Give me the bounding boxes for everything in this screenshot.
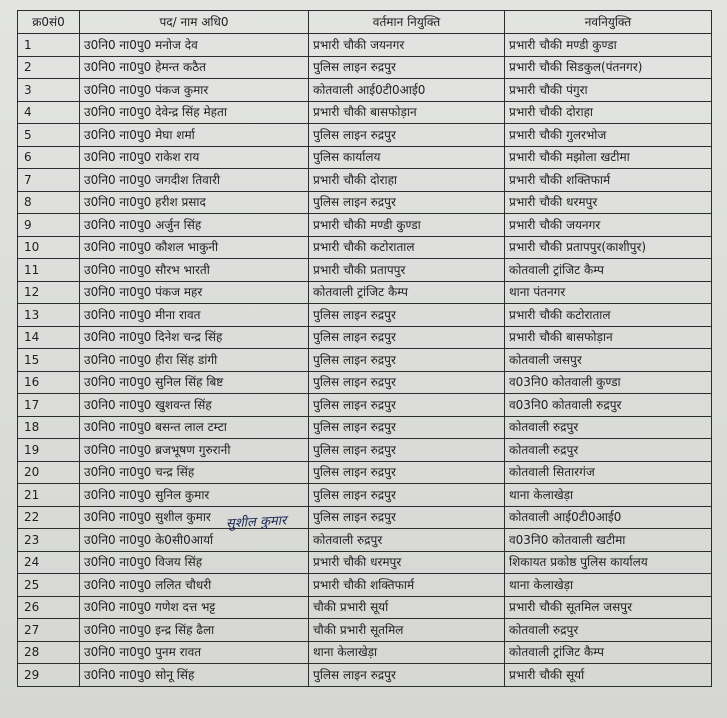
name-cell: उ0नि0 ना0पु0 ललित चौधरी xyxy=(80,574,309,597)
current-posting-cell: पुलिस लाइन रुद्रपुर xyxy=(309,191,505,214)
serial-cell: 15 xyxy=(18,349,80,372)
new-posting-cell: प्रभारी चौकी कटोराताल xyxy=(505,304,712,327)
new-posting-cell: थाना केलाखेड़ा xyxy=(505,574,712,597)
transfer-table xyxy=(17,10,712,687)
table-row xyxy=(18,146,712,169)
table-row xyxy=(18,371,712,394)
current-posting-cell: प्रभारी चौकी दोराहा xyxy=(309,169,505,192)
table-row xyxy=(18,34,712,57)
serial-cell: 7 xyxy=(18,169,80,192)
current-posting-cell: पुलिस कार्यालय xyxy=(309,146,505,169)
serial-cell: 28 xyxy=(18,641,80,664)
current-posting-cell: पुलिस लाइन रुद्रपुर xyxy=(309,506,505,529)
current-posting-cell: प्रभारी चौकी कटोराताल xyxy=(309,236,505,259)
current-posting-cell: प्रभारी चौकी मण्डी कुण्डा xyxy=(309,214,505,237)
name-cell: उ0नि0 ना0पु0 खुशवन्त सिंह xyxy=(80,394,309,417)
serial-cell: 5 xyxy=(18,124,80,147)
current-posting-cell: प्रभारी चौकी धरमपुर xyxy=(309,551,505,574)
name-cell: उ0नि0 ना0पु0 मीना रावत xyxy=(80,304,309,327)
name-cell: उ0नि0 ना0पु0 जगदीश तिवारी xyxy=(80,169,309,192)
name-cell: उ0नि0 ना0पु0 मेघा शर्मा xyxy=(80,124,309,147)
serial-cell: 24 xyxy=(18,551,80,574)
new-posting-cell: प्रभारी चौकी मझोला खटीमा xyxy=(505,146,712,169)
current-posting-cell: पुलिस लाइन रुद्रपुर xyxy=(309,394,505,417)
serial-cell: 8 xyxy=(18,191,80,214)
serial-cell: 29 xyxy=(18,664,80,687)
current-posting-cell: थाना केलाखेड़ा xyxy=(309,641,505,664)
table-row xyxy=(18,484,712,507)
name-cell: उ0नि0 ना0पु0 सुनिल सिंह बिष्ट xyxy=(80,371,309,394)
name-cell: उ0नि0 ना0पु0 सौरभ भारती xyxy=(80,259,309,282)
new-posting-cell: व03नि0 कोतवाली खटीमा xyxy=(505,529,712,552)
new-posting-cell: कोतवाली जसपुर xyxy=(505,349,712,372)
table-row xyxy=(18,124,712,147)
serial-cell: 16 xyxy=(18,371,80,394)
table-header-row xyxy=(18,11,712,34)
new-posting-cell: प्रभारी चौकी बासफोड़ान xyxy=(505,326,712,349)
serial-cell: 13 xyxy=(18,304,80,327)
new-posting-cell: प्रभारी चौकी मण्डी कुण्डा xyxy=(505,34,712,57)
name-cell: उ0नि0 ना0पु0 हेमन्त कठैत xyxy=(80,56,309,79)
new-posting-cell: कोतवाली आई0टी0आई0 xyxy=(505,506,712,529)
serial-cell: 21 xyxy=(18,484,80,507)
table-row xyxy=(18,326,712,349)
name-cell: उ0नि0 ना0पु0 चन्द्र सिंह xyxy=(80,461,309,484)
new-posting-cell: कोतवाली ट्रांजिट कैम्प xyxy=(505,259,712,282)
table-row xyxy=(18,619,712,642)
current-posting-cell: कोतवाली रुद्रपुर xyxy=(309,529,505,552)
table-row xyxy=(18,281,712,304)
table-row xyxy=(18,416,712,439)
name-cell: उ0नि0 ना0पु0 पंकज महर xyxy=(80,281,309,304)
handwritten-correction: सुशील कुमार xyxy=(225,513,287,532)
name-cell: उ0नि0 ना0पु0 हरीश प्रसाद xyxy=(80,191,309,214)
current-posting-cell: चौकी प्रभारी सूर्या xyxy=(309,596,505,619)
name-cell: उ0नि0 ना0पु0 मनोज देव xyxy=(80,34,309,57)
header-serial: क्र0सं0 xyxy=(18,11,80,34)
current-posting-cell: पुलिस लाइन रुद्रपुर xyxy=(309,371,505,394)
current-posting-cell: प्रभारी चौकी जयनगर xyxy=(309,34,505,57)
table-row xyxy=(18,349,712,372)
current-posting-cell: चौकी प्रभारी सूतमिल xyxy=(309,619,505,642)
table-row xyxy=(18,101,712,124)
name-cell: उ0नि0 ना0पु0 बसन्त लाल टम्टा xyxy=(80,416,309,439)
new-posting-cell: प्रभारी चौकी गुलरभोज xyxy=(505,124,712,147)
current-posting-cell: कोतवाली आई0टी0आई0 xyxy=(309,79,505,102)
new-posting-cell: प्रभारी चौकी जयनगर xyxy=(505,214,712,237)
current-posting-cell: पुलिस लाइन रुद्रपुर xyxy=(309,124,505,147)
current-posting-cell: पुलिस लाइन रुद्रपुर xyxy=(309,349,505,372)
name-cell: उ0नि0 ना0पु0 गणेश दत्त भट्ट xyxy=(80,596,309,619)
name-cell: उ0नि0 ना0पु0 सुनिल कुमार xyxy=(80,484,309,507)
new-posting-cell: प्रभारी चौकी सूतमिल जसपुर xyxy=(505,596,712,619)
new-posting-cell: कोतवाली रुद्रपुर xyxy=(505,416,712,439)
current-posting-cell: कोतवाली ट्रांजिट कैम्प xyxy=(309,281,505,304)
current-posting-cell: पुलिस लाइन रुद्रपुर xyxy=(309,484,505,507)
table-row xyxy=(18,56,712,79)
new-posting-cell: कोतवाली सितारगंज xyxy=(505,461,712,484)
name-cell: उ0नि0 ना0पु0 हीरा सिंह डांगी xyxy=(80,349,309,372)
serial-cell: 2 xyxy=(18,56,80,79)
new-posting-cell: प्रभारी चौकी धरमपुर xyxy=(505,191,712,214)
current-posting-cell: पुलिस लाइन रुद्रपुर xyxy=(309,304,505,327)
table-row xyxy=(18,596,712,619)
table-row xyxy=(18,191,712,214)
name-cell: उ0नि0 ना0पु0 सोनू सिंह xyxy=(80,664,309,687)
table-row xyxy=(18,574,712,597)
serial-cell: 1 xyxy=(18,34,80,57)
name-cell: उ0नि0 ना0पु0 राकेश राय xyxy=(80,146,309,169)
current-posting-cell: पुलिस लाइन रुद्रपुर xyxy=(309,439,505,462)
new-posting-cell: कोतवाली रुद्रपुर xyxy=(505,439,712,462)
new-posting-cell: कोतवाली ट्रांजिट कैम्प xyxy=(505,641,712,664)
serial-cell: 4 xyxy=(18,101,80,124)
new-posting-cell: प्रभारी चौकी प्रतापपुर(काशीपुर) xyxy=(505,236,712,259)
serial-cell: 17 xyxy=(18,394,80,417)
table-row xyxy=(18,304,712,327)
name-cell: उ0नि0 ना0पु0 इन्द्र सिंह ढैला xyxy=(80,619,309,642)
name-cell: उ0नि0 ना0पु0 पुनम रावत xyxy=(80,641,309,664)
new-posting-cell: प्रभारी चौकी दोराहा xyxy=(505,101,712,124)
serial-cell: 14 xyxy=(18,326,80,349)
table-row xyxy=(18,394,712,417)
table-row xyxy=(18,664,712,687)
serial-cell: 11 xyxy=(18,259,80,282)
name-cell: उ0नि0 ना0पु0 दिनेश चन्द्र सिंह xyxy=(80,326,309,349)
serial-cell: 3 xyxy=(18,79,80,102)
new-posting-cell: शिकायत प्रकोष्ठ पुलिस कार्यालय xyxy=(505,551,712,574)
new-posting-cell: थाना केलाखेड़ा xyxy=(505,484,712,507)
new-posting-cell: प्रभारी चौकी सिडकुल(पंतनगर) xyxy=(505,56,712,79)
table-row xyxy=(18,641,712,664)
table-row xyxy=(18,529,712,552)
name-cell: उ0नि0 ना0पु0 कौशल भाकुनी xyxy=(80,236,309,259)
serial-cell: 22 xyxy=(18,506,80,529)
header-name: पद/ नाम अधि0 xyxy=(80,11,309,34)
serial-cell: 20 xyxy=(18,461,80,484)
new-posting-cell: व03नि0 कोतवाली रुद्रपुर xyxy=(505,394,712,417)
name-cell: उ0नि0 ना0पु0 पंकज कुमार xyxy=(80,79,309,102)
header-new-posting: नवनियुक्ति xyxy=(505,11,712,34)
serial-cell: 27 xyxy=(18,619,80,642)
serial-cell: 6 xyxy=(18,146,80,169)
serial-cell: 23 xyxy=(18,529,80,552)
table-row xyxy=(18,236,712,259)
name-cell: उ0नि0 ना0पु0 ब्रजभूषण गुरुरानी xyxy=(80,439,309,462)
name-cell: उ0नि0 ना0पु0 के0सी0आर्या xyxy=(80,529,309,552)
new-posting-cell: थाना पंतनगर xyxy=(505,281,712,304)
name-cell: उ0नि0 ना0पु0 विजय सिंह xyxy=(80,551,309,574)
name-cell: उ0नि0 ना0पु0 देवेन्द्र सिंह मेहता xyxy=(80,101,309,124)
current-posting-cell: प्रभारी चौकी शक्तिफार्म xyxy=(309,574,505,597)
serial-cell: 25 xyxy=(18,574,80,597)
new-posting-cell: प्रभारी चौकी सूर्या xyxy=(505,664,712,687)
table-row xyxy=(18,551,712,574)
table-row xyxy=(18,214,712,237)
new-posting-cell: प्रभारी चौकी पंगुरा xyxy=(505,79,712,102)
serial-cell: 10 xyxy=(18,236,80,259)
current-posting-cell: प्रभारी चौकी बासफोड़ान xyxy=(309,101,505,124)
current-posting-cell: प्रभारी चौकी प्रतापपुर xyxy=(309,259,505,282)
serial-cell: 18 xyxy=(18,416,80,439)
table-row xyxy=(18,461,712,484)
serial-cell: 9 xyxy=(18,214,80,237)
current-posting-cell: पुलिस लाइन रुद्रपुर xyxy=(309,326,505,349)
name-cell: उ0नि0 ना0पु0 अर्जुन सिंह xyxy=(80,214,309,237)
current-posting-cell: पुलिस लाइन रुद्रपुर xyxy=(309,461,505,484)
current-posting-cell: पुलिस लाइन रुद्रपुर xyxy=(309,416,505,439)
new-posting-cell: प्रभारी चौकी शक्तिफार्म xyxy=(505,169,712,192)
serial-cell: 19 xyxy=(18,439,80,462)
table-row xyxy=(18,169,712,192)
new-posting-cell: व03नि0 कोतवाली कुण्डा xyxy=(505,371,712,394)
table-body xyxy=(18,34,712,687)
table-row xyxy=(18,79,712,102)
new-posting-cell: कोतवाली रुद्रपुर xyxy=(505,619,712,642)
serial-cell: 26 xyxy=(18,596,80,619)
current-posting-cell: पुलिस लाइन रुद्रपुर xyxy=(309,56,505,79)
table-row xyxy=(18,439,712,462)
table-row xyxy=(18,506,712,529)
current-posting-cell: पुलिस लाइन रुद्रपुर xyxy=(309,664,505,687)
header-current-posting: वर्तमान नियुक्ति xyxy=(309,11,505,34)
serial-cell: 12 xyxy=(18,281,80,304)
table-row xyxy=(18,259,712,282)
name-cell: उ0नि0 ना0पु0 सुशील कुमार xyxy=(80,506,309,529)
